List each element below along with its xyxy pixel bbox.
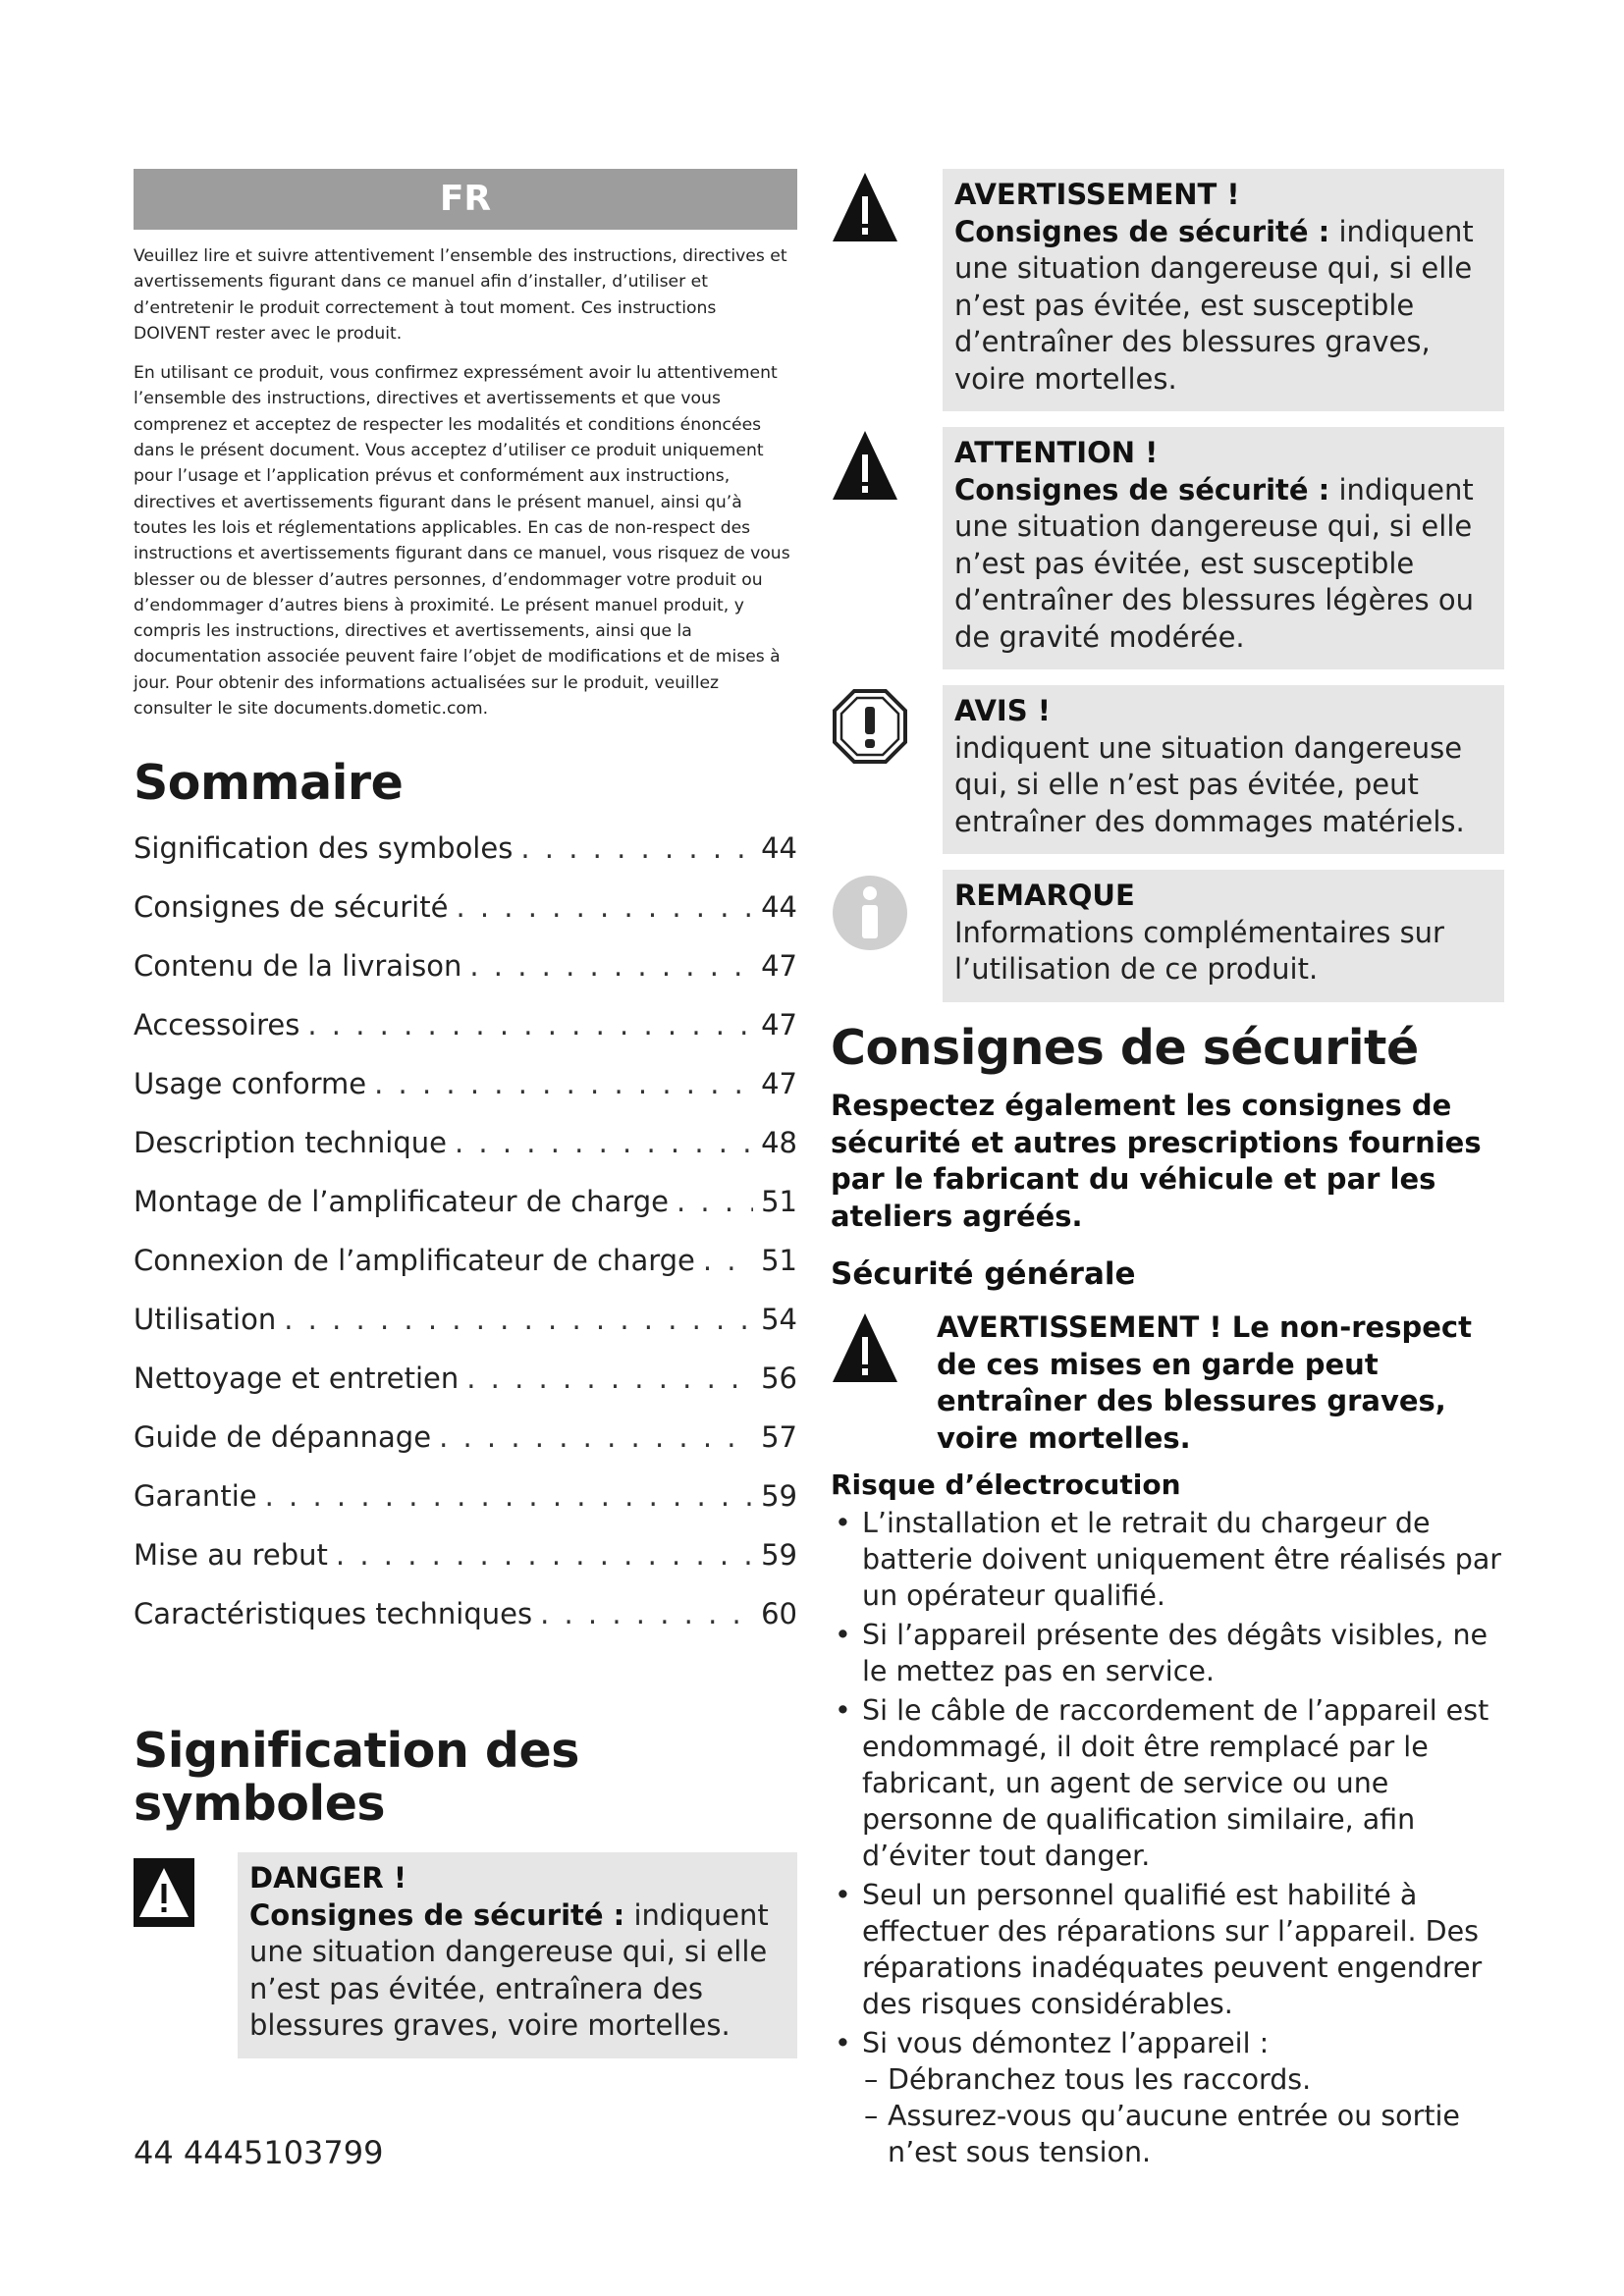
toc-item-label: Caractéristiques techniques — [134, 1597, 533, 1631]
bullet-item: • Si l’appareil présente des dégâts visibles, ne le mettez pas en service. — [831, 1617, 1504, 1689]
toc-item-page: 57 — [761, 1420, 797, 1455]
safety-title: Consignes de sécurité — [831, 1019, 1419, 1076]
left-column — [134, 169, 797, 2058]
toc-item-label: Nettoyage et entretien — [134, 1362, 460, 1396]
toc-leader — [469, 949, 753, 983]
warning-label: Consignes de sécurité : — [954, 214, 1330, 248]
intro-paragraph-1: Veuillez lire et suivre attentivement l’ensemble des instructions, directives et avertissements figurant dans ce manuel afin d’installer, d’utiliser et d’entretenir le produit correctement à tout moment. Ces instructions DOIVENT rester avec le produit. — [134, 246, 787, 344]
toc-leader — [677, 1185, 753, 1218]
toc-item[interactable] — [134, 1420, 797, 1479]
toc-item-label: Description technique — [134, 1126, 447, 1160]
toc-item-label: Consignes de sécurité — [134, 890, 449, 925]
table-of-contents — [134, 831, 797, 1656]
toc-title: Sommaire — [134, 755, 404, 812]
toc-item-page: 47 — [761, 949, 797, 984]
toc-item[interactable] — [134, 1597, 797, 1656]
sub-bullets — [862, 2061, 1504, 2170]
toc-item[interactable] — [134, 890, 797, 949]
avis-notice — [831, 685, 1504, 854]
general-safety-title: Sécurité générale — [831, 1256, 1136, 1293]
danger-heading: DANGER ! — [249, 1861, 407, 1896]
toc-item-page: 48 — [761, 1126, 797, 1160]
safety-lead: Respectez également les consignes de sécurité et autres prescriptions fournies par le fabricant du véhicule et par les ateliers agréés. — [831, 1089, 1482, 1233]
toc-leader — [439, 1420, 753, 1454]
toc-item[interactable] — [134, 1538, 797, 1597]
toc-item[interactable] — [134, 1362, 797, 1420]
toc-item-page: 60 — [761, 1597, 797, 1631]
toc-item-label: Mise au rebut — [134, 1538, 328, 1573]
toc-leader — [455, 1126, 753, 1159]
symbols-title: Signification des symboles — [134, 1723, 579, 1833]
intro-paragraph-2: En utilisant ce produit, vous confirmez expressément avoir lu attentivement l’ensemble des instructions, directives et avertissements et que vous comprenez et acceptez de respecter les modalités et conditions énoncées dans le présent document. Vous acceptez d’utiliser ce produit uniquement pour l’usage et l’application prévus et conformément aux instructions, directives et avertissements figurant dans le présent manuel, ainsi qu’à toutes les lois et réglementations applicables. En cas de non-respect des instructions et avertissements figurant dans ce manuel, vous risquez de vous blesser ou de blesser d’autres personnes, d’endommager votre produit ou d’endommager d’autres biens à proximité. Le présent manuel produit, y compris les instructions, directives et avertissements, ainsi que la documentation associée peuvent faire l’objet de modifications et de mises à jour. Pour obtenir des informations actualisées sur le produit, veuillez consulter le site documents.dometic.com. — [134, 363, 790, 720]
toc-leader — [284, 1303, 753, 1336]
remark-heading: REMARQUE — [954, 879, 1135, 912]
toc-item-label: Accessoires — [134, 1008, 300, 1042]
caution-text: indiquent une situation dangereuse qui, si elle n’est pas évitée, est susceptible d’entraîner des blessures légères ou de gravité modérée. — [954, 472, 1474, 654]
danger-label: Consignes de sécurité : — [249, 1897, 625, 1932]
right-column — [831, 169, 1504, 2173]
toc-item-page: 51 — [761, 1244, 797, 1278]
bullet-item: • L’installation et le retrait du chargeur de batterie doivent uniquement être réalisés par un opérateur qualifié. — [831, 1505, 1504, 1614]
general-warning — [831, 1309, 1504, 1457]
toc-leader — [336, 1538, 753, 1572]
toc-item[interactable] — [134, 831, 797, 890]
remark-notice — [831, 870, 1504, 1002]
toc-leader — [703, 1244, 753, 1277]
sub-bullet-item: – Débranchez tous les raccords. — [862, 2061, 1504, 2098]
toc-item[interactable] — [134, 1185, 797, 1244]
general-warning-text: AVERTISSEMENT ! Le non-respect de ces mises en garde peut entraîner des blessures graves, voire mortelles. — [937, 1310, 1472, 1455]
toc-item[interactable] — [134, 1303, 797, 1362]
toc-item-page: 56 — [761, 1362, 797, 1396]
warning-box — [943, 169, 1504, 411]
warning-heading: AVERTISSEMENT ! — [954, 178, 1240, 211]
danger-box — [238, 1852, 797, 2058]
toc-item-label: Connexion de l’amplificateur de charge — [134, 1244, 695, 1278]
avis-box — [943, 685, 1504, 854]
toc-item[interactable] — [134, 949, 797, 1008]
toc-leader — [540, 1597, 753, 1630]
bullet-item: • Si le câble de raccordement de l’appareil est endommagé, il doit être remplacé par le fabricant, un agent de service ou une personne de qualification similaire, afin d’éviter tout danger. — [831, 1692, 1504, 1874]
toc-item-page: 44 — [761, 890, 797, 925]
danger-icon — [134, 1852, 238, 1931]
warning-icon — [831, 1309, 937, 1388]
toc-item-page: 51 — [761, 1185, 797, 1219]
toc-item-page: 59 — [761, 1538, 797, 1573]
toc-item[interactable] — [134, 1479, 797, 1538]
toc-leader — [456, 890, 753, 924]
toc-item-label: Guide de dépannage — [134, 1420, 432, 1455]
warning-notice — [831, 169, 1504, 411]
danger-notice — [134, 1852, 797, 2058]
language-bar: FR — [134, 169, 797, 230]
caution-box — [943, 427, 1504, 669]
toc-item[interactable] — [134, 1126, 797, 1185]
toc-item[interactable] — [134, 1067, 797, 1126]
toc-leader — [265, 1479, 754, 1513]
toc-leader — [520, 831, 753, 865]
toc-item-label: Usage conforme — [134, 1067, 367, 1101]
bullet-text: Si vous démontez l’appareil : — [862, 2027, 1270, 2060]
toc-item-page: 44 — [761, 831, 797, 866]
shock-risk-title: Risque d’électrocution — [831, 1468, 1181, 1502]
bullet-item: • Seul un personnel qualifié est habilité à effectuer des réparations sur l’appareil. Des réparations inadéquates peuvent engendrer des risques considérables. — [831, 1877, 1504, 2022]
warning-icon — [831, 169, 943, 247]
toc-item[interactable] — [134, 1008, 797, 1067]
toc-item-page: 47 — [761, 1067, 797, 1101]
caution-icon — [831, 427, 943, 506]
remark-text: Informations complémentaires sur l’utilisation de ce produit. — [954, 915, 1444, 986]
caution-label: Consignes de sécurité : — [954, 472, 1330, 507]
intro — [134, 243, 797, 721]
toc-item-label: Contenu de la livraison — [134, 949, 462, 984]
toc-leader — [307, 1008, 753, 1041]
danger-text: indiquent une situation dangereuse qui, si elle n’est pas évitée, entraînera des blessures graves, voire mortelles. — [249, 1897, 769, 2043]
toc-item[interactable] — [134, 1244, 797, 1303]
remark-box — [943, 870, 1504, 1002]
avis-text: indiquent une situation dangereuse qui, si elle n’est pas évitée, peut entraîner des dommages matériels. — [954, 730, 1465, 838]
toc-item-label: Montage de l’amplificateur de charge — [134, 1185, 669, 1219]
info-icon — [831, 870, 943, 956]
bullet-item — [831, 2025, 1504, 2170]
toc-item-label: Signification des symboles — [134, 831, 514, 866]
octagon-exclamation-icon — [831, 685, 943, 770]
toc-item-label: Garantie — [134, 1479, 257, 1514]
toc-leader — [374, 1067, 753, 1100]
avis-heading: AVIS ! — [954, 694, 1051, 727]
toc-item-page: 54 — [761, 1303, 797, 1337]
toc-item-label: Utilisation — [134, 1303, 277, 1337]
sub-bullet-item: – Assurez-vous qu’aucune entrée ou sortie n’est sous tension. — [862, 2098, 1504, 2170]
toc-item-page: 59 — [761, 1479, 797, 1514]
safety-bullets — [831, 1505, 1504, 2170]
toc-item-page: 47 — [761, 1008, 797, 1042]
caution-notice — [831, 427, 1504, 669]
warning-text: indiquent une situation dangereuse qui, si elle n’est pas évitée, est susceptible d’entraîner des blessures graves, voire mortelles. — [954, 214, 1474, 396]
caution-heading: ATTENTION ! — [954, 436, 1159, 469]
toc-leader — [466, 1362, 753, 1395]
page-footer: 44 4445103799 — [134, 2134, 384, 2171]
